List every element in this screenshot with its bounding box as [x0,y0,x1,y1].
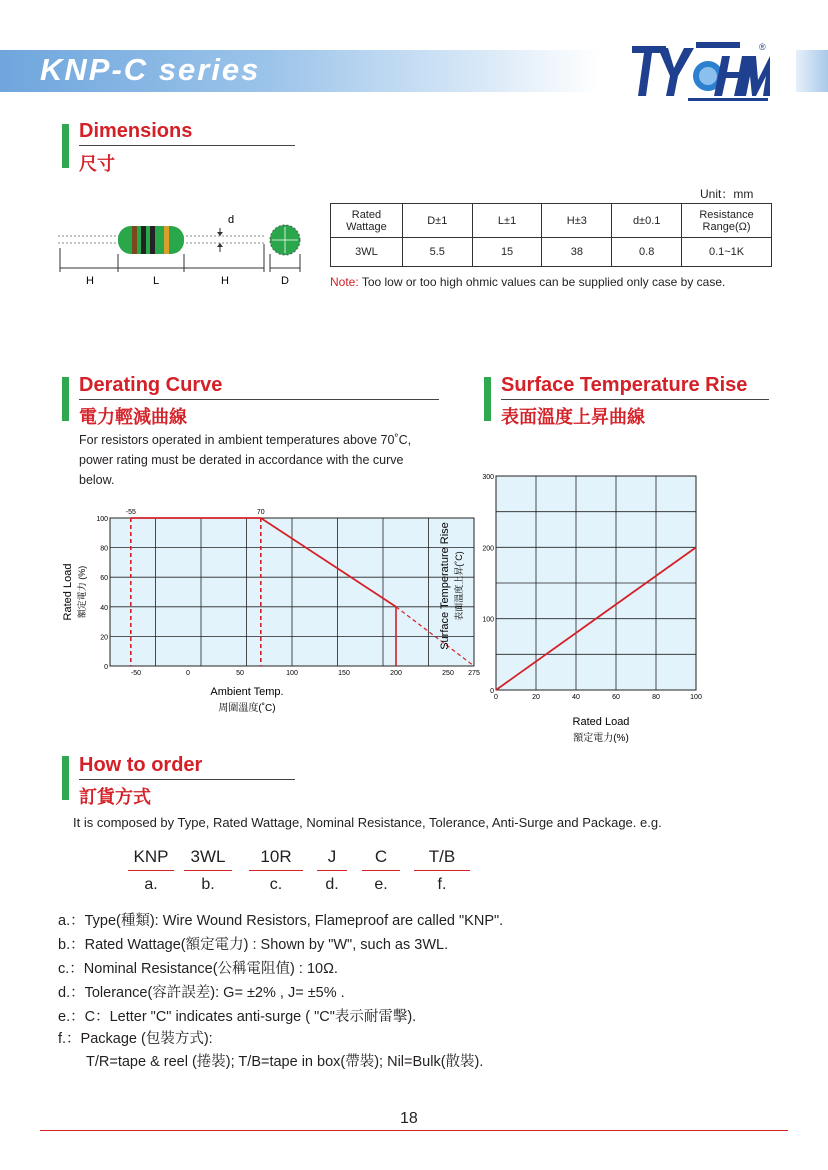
definition-package: f.：Package (包裝方式): [58,1031,213,1047]
surface-title: Surface Temperature Rise [501,374,748,396]
y-tick-label: 200 [482,545,494,553]
y-axis-label: Rated Load [62,563,74,621]
definition-wattage: b.：Rated Wattage(額定電力) : Shown by "W", such as 3WL. [58,937,449,953]
order-title: How to order [79,754,203,776]
code-letter: f. [437,876,447,893]
divider [79,145,295,146]
dimensions-subtitle: 尺寸 [79,154,115,174]
section-marker [62,377,69,421]
order-code-wattage: 3WL [190,847,226,866]
brand-logo [628,40,770,102]
y-axis-sublabel: 表面溫度上昇(˚C) [454,551,464,621]
table-header: d±0.1 [612,204,682,238]
derating-title: Derating Curve [79,374,223,396]
note-label: Note: [330,275,359,289]
code-underline [128,870,174,871]
y-tick-label: 0 [104,664,108,671]
definition-resistance: c.：Nominal Resistance(公稱電阻值) : 10Ω. [58,961,338,977]
code-underline [184,870,232,871]
table-header: H±3 [542,204,612,238]
dim-label-l: L [153,275,160,287]
x-tick-label: 60 [612,694,620,701]
page-title: KNP-C series [40,52,261,87]
section-marker [484,377,491,421]
order-code-surge: C [374,847,388,866]
top-tick-label: 70 [256,509,265,516]
description-line: For resistors operated in ambient temperatures above 70˚C, [79,433,412,447]
x-axis-label: Ambient Temp. [210,686,284,698]
order-code-resistance: 10R [260,847,292,866]
x-axis-label: Rated Load [572,716,630,728]
page-number: 18 [400,1110,418,1127]
code-letter: d. [325,876,339,893]
table-cell: 0.8 [612,238,682,267]
code-letter: b. [201,876,215,893]
dim-label-d-outer: D [281,275,289,287]
unit-label: Unit：mm [700,187,754,201]
y-axis-sublabel: 額定電力 (%) [77,565,87,619]
table-cell: 3WL [331,238,403,267]
code-underline [317,870,347,871]
definition-type: a.：Type(種類): Wire Wound Resistors, Flameproof are called "KNP". [58,913,504,929]
y-tick-label: 40 [100,604,108,612]
order-subtitle: 訂貨方式 [79,787,151,807]
table-header: Resistance Range(Ω) [682,204,772,238]
code-underline [414,870,470,871]
section-marker [62,124,69,168]
section-marker [62,756,69,800]
x-tick-label: 0 [186,670,190,677]
derating-subtitle: 電力輕減曲線 [79,407,187,427]
x-axis-sublabel: 周圍溫度(˚C) [218,703,276,714]
footer-rule [40,1130,788,1131]
dim-label-d: d [228,214,235,226]
y-tick-label: 300 [482,474,494,481]
x-tick-label: 20 [532,694,540,701]
surface-subtitle: 表面溫度上昇曲線 [501,407,645,427]
y-tick-label: 0 [490,688,494,695]
order-code-type: KNP [133,847,169,866]
x-axis-sublabel: 額定電力(%) [573,733,629,744]
code-letter: e. [374,876,388,893]
definition-surge: e.：C：Letter "C" indicates anti-surge ( "C"表示耐雷擊). [58,1009,417,1025]
y-tick-label: 60 [100,575,108,583]
resistor-drawing [58,208,310,292]
order-code-package: T/B [428,847,456,866]
y-tick-label: 100 [96,516,108,523]
y-tick-label: 80 [100,545,108,553]
x-tick-label: 100 [286,670,298,677]
divider [79,399,439,400]
table-cell: 38 [542,238,612,267]
definition-package-detail: T/R=tape & reel (捲裝); T/B=tape in box(帶裝); Nil=Bulk(散裝). [86,1054,484,1070]
definition-tolerance: d.：Tolerance(容許誤差): G= ±2% , J= ±5% . [58,985,345,1001]
x-tick-label: 100 [690,694,702,701]
top-tick-label: -55 [125,509,136,516]
table-cell: 5.5 [402,238,472,267]
divider [501,399,769,400]
order-code-tolerance: J [327,847,337,866]
divider [79,779,295,780]
x-tick-label: 150 [338,670,350,677]
derating-description [79,430,459,490]
table-note [330,275,725,289]
dimension-table [330,203,772,267]
x-tick-label: 40 [572,694,580,701]
code-letter: a. [144,876,158,893]
code-underline [362,870,400,871]
dim-label-h1: H [86,275,94,287]
table-header: L±1 [472,204,542,238]
registered-mark: ® [759,42,766,52]
table-header: D±1 [402,204,472,238]
description-line: below. [79,473,115,487]
description-line: power rating must be derated in accordance with the curve [79,453,404,467]
code-letter: c. [269,876,283,893]
y-tick-label: 20 [100,634,108,642]
header-strip [796,50,828,92]
x-tick-label: 50 [236,670,244,677]
x-tick-label: -50 [130,670,142,677]
table-cell: 0.1~1K [682,238,772,267]
x-tick-label: 250 [442,670,454,677]
dim-label-h2: H [221,275,229,287]
y-tick-label: 100 [482,616,494,624]
x-tick-label: 80 [652,694,660,701]
table-cell: 15 [472,238,542,267]
code-underline [249,870,303,871]
x-tick-label: 275 [468,670,480,677]
surface-temp-chart [432,464,722,748]
dimensions-title: Dimensions [79,120,193,142]
x-tick-label: 0 [494,694,498,701]
table-header: Rated Wattage [331,204,403,238]
order-intro: It is composed by Type, Rated Wattage, Nominal Resistance, Tolerance, Anti-Surge and Package. e.g. [73,815,662,830]
x-tick-label: 200 [390,670,402,677]
y-axis-label: Surface Temperature Rise [439,522,451,650]
note-text: Too low or too high ohmic values can be supplied only case by case. [361,275,726,289]
